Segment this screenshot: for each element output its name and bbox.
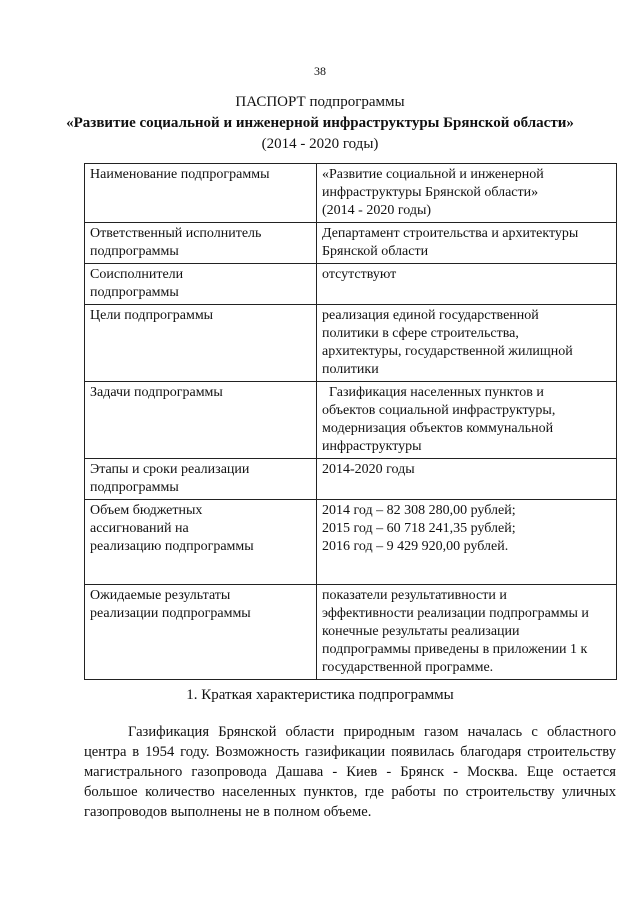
- row-label: [85, 585, 317, 680]
- row-label: [85, 305, 317, 382]
- value-line: (2014 - 2020 годы): [322, 203, 432, 218]
- label-line: Цели подпрограммы: [90, 308, 214, 323]
- label-line: Наименование подпрограммы: [90, 167, 270, 182]
- row-label: [85, 164, 317, 223]
- value-line: Департамент строительства и архитектуры: [322, 226, 579, 241]
- row-value: [317, 382, 617, 459]
- passport-table: [84, 163, 617, 680]
- row-label: [85, 264, 317, 305]
- value-line: 2014-2020 годы: [322, 462, 415, 477]
- value-line: Газификация населенных пунктов и: [322, 385, 544, 400]
- passport-title: ПАСПОРТ подпрограммы: [235, 94, 405, 110]
- value-line: модернизация объектов коммунальной: [322, 421, 554, 436]
- passport-header: [0, 92, 640, 155]
- row-label: [85, 459, 317, 500]
- table-row: [85, 585, 617, 680]
- label-line: Объем бюджетных: [90, 503, 203, 518]
- label-line: подпрограммы: [90, 244, 179, 259]
- value-line: 2014 год – 82 308 280,00 рублей;: [322, 503, 516, 518]
- page-number: 38: [314, 64, 326, 78]
- value-line: реализация единой государственной: [322, 308, 539, 323]
- section-paragraph: Газификация Брянской области природным газом началась с областного центра в 1954 году. Возможность газификации появилась благодаря строительству магистрального газопровода Дашава - Киев - Брянск - Москва. Еще остается большое количество населенных пунктов, где работы по строительству уличных газопроводов выполнены не в полном объеме.: [84, 724, 616, 820]
- value-line: политики: [322, 362, 379, 377]
- row-value: [317, 459, 617, 500]
- label-line: Задачи подпрограммы: [90, 385, 223, 400]
- value-line: отсутствуют: [322, 267, 397, 282]
- value-line: объектов социальной инфраструктуры,: [322, 403, 556, 418]
- value-line: подпрограммы приведены в приложении 1 к: [322, 642, 588, 657]
- value-line: показатели результативности и: [322, 588, 507, 603]
- value-line: Брянской области: [322, 244, 429, 259]
- table-row: [85, 500, 617, 585]
- label-line: Этапы и сроки реализации: [90, 462, 250, 477]
- value-line: «Развитие социальной и инженерной: [322, 167, 544, 182]
- row-value: [317, 500, 617, 585]
- label-line: реализацию подпрограммы: [90, 539, 254, 554]
- table-row: [85, 223, 617, 264]
- label-line: Ожидаемые результаты: [90, 588, 231, 603]
- row-value: [317, 164, 617, 223]
- table-row: [85, 164, 617, 223]
- row-value: [317, 305, 617, 382]
- label-line: подпрограммы: [90, 480, 179, 495]
- value-line: архитектуры, государственной жилищной: [322, 344, 573, 359]
- row-value: [317, 223, 617, 264]
- label-line: реализации подпрограммы: [90, 606, 251, 621]
- value-line: конечные результаты реализации: [322, 624, 520, 639]
- table-row: [85, 459, 617, 500]
- label-line: подпрограммы: [90, 285, 179, 300]
- label-line: Ответственный исполнитель: [90, 226, 262, 241]
- value-line: политики в сфере строительства,: [322, 326, 519, 341]
- row-label: [85, 223, 317, 264]
- label-line: ассигнований на: [90, 521, 189, 536]
- table-row: [85, 382, 617, 459]
- label-line: Соисполнители: [90, 267, 184, 282]
- table-row: [85, 305, 617, 382]
- passport-subtitle: «Развитие социальной и инженерной инфраструктуры Брянской области»: [66, 115, 574, 131]
- value-line: инфраструктуры Брянской области»: [322, 185, 539, 200]
- value-line: инфраструктуры: [322, 439, 422, 454]
- table-row: [85, 264, 617, 305]
- value-line: 2015 год – 60 718 241,35 рублей;: [322, 521, 516, 536]
- row-label: [85, 500, 317, 585]
- row-label: [85, 382, 317, 459]
- value-line: государственной программе.: [322, 660, 494, 675]
- passport-period: (2014 - 2020 годы): [261, 136, 379, 152]
- row-value: [317, 585, 617, 680]
- value-line: 2016 год – 9 429 920,00 рублей.: [322, 539, 509, 554]
- section-title: 1. Краткая характеристика подпрограммы: [186, 687, 454, 703]
- value-line: эффективности реализации подпрограммы и: [322, 606, 589, 621]
- row-value: [317, 264, 617, 305]
